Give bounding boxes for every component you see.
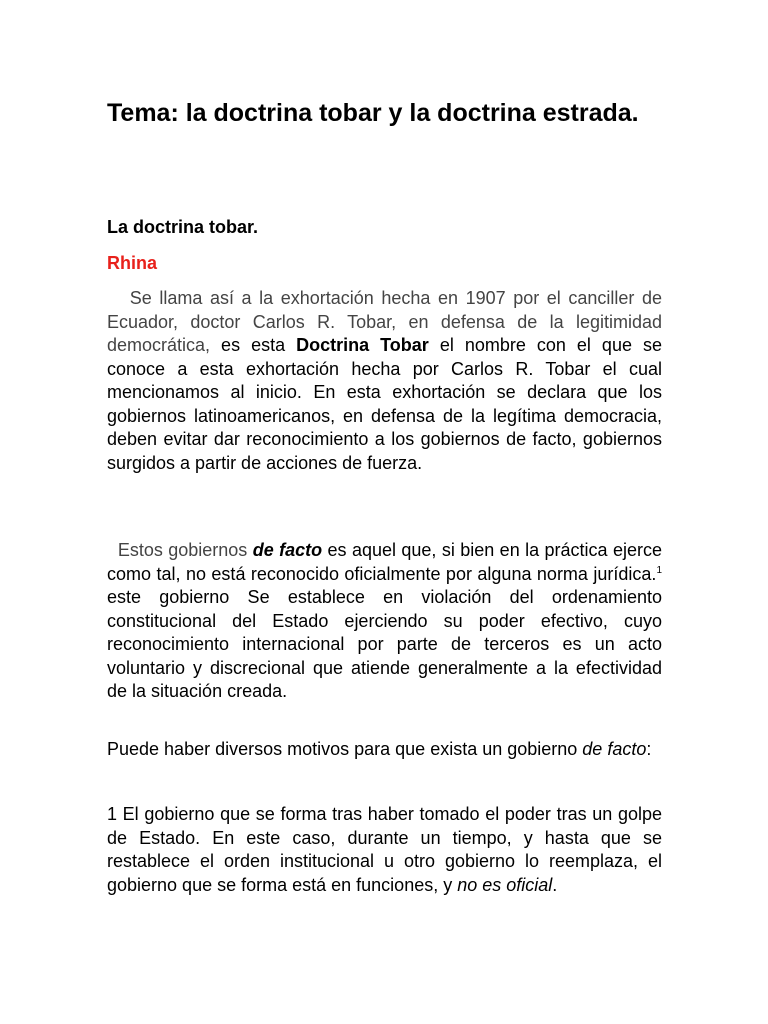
- footnote-marker[interactable]: 1: [656, 564, 662, 576]
- paragraph-text: es esta: [210, 335, 297, 355]
- bold-term: Doctrina Tobar: [296, 335, 429, 355]
- paragraph-doctrina-tobar: [107, 287, 662, 475]
- paragraph-text: 1 El gobierno que se forma tras haber tomado el poder tras un golpe de Estado. En este caso, durante un tiempo, y hasta que se restablece el orden institucional u otro gobierno lo reemplaza, el gobierno que se forma está en funciones, y: [107, 804, 662, 895]
- author-name: Rhina: [107, 253, 158, 273]
- paragraph-text: .: [552, 874, 558, 895]
- paragraph-text: :: [646, 739, 652, 759]
- italic-term: no es oficial: [457, 874, 553, 895]
- paragraph-text: Puede haber diversos motivos para que exista un gobierno: [107, 739, 583, 759]
- italic-term: de facto: [582, 739, 647, 759]
- paragraph-text: es aquel que, si bien en la práctica ejerce como tal, no está reconocido oficialmente por alguna norma jurídica.: [107, 540, 662, 584]
- bold-italic-term: de facto: [252, 540, 323, 560]
- section-heading: La doctrina tobar.: [107, 217, 259, 237]
- paragraph-motivos: [107, 738, 662, 762]
- paragraph-golpe-de-estado: [107, 803, 662, 897]
- document-title: Tema: la doctrina tobar y la doctrina estrada.: [107, 99, 639, 127]
- paragraph-text: Estos gobiernos: [117, 540, 253, 560]
- paragraph-text: el nombre con el que se conoce a esta exhortación hecha por Carlos R. Tobar el cual mencionamos al inicio. En esta exhortación se declara que los gobiernos latinoamericanos, en defensa de la legítima democracia, deben evitar dar reconocimiento a los gobiernos de facto, gobiernos surgidos a partir de acciones de fuerza.: [107, 335, 662, 473]
- paragraph-text: este gobierno Se establece en violación del ordenamiento constitucional del Estado ejerciendo su poder efectivo, cuyo reconocimiento internacional por parte de terceros es un acto voluntario y discrecional que atiende generalmente a la efectividad de la situación creada.: [107, 587, 662, 701]
- paragraph-text: Se llama así a la exhortación hecha en 1907 por el canciller de Ecuador, doctor Carlos R. Tobar, en defensa de la legitimidad democrática,: [107, 288, 662, 355]
- paragraph-gobiernos-de-facto: [107, 539, 662, 704]
